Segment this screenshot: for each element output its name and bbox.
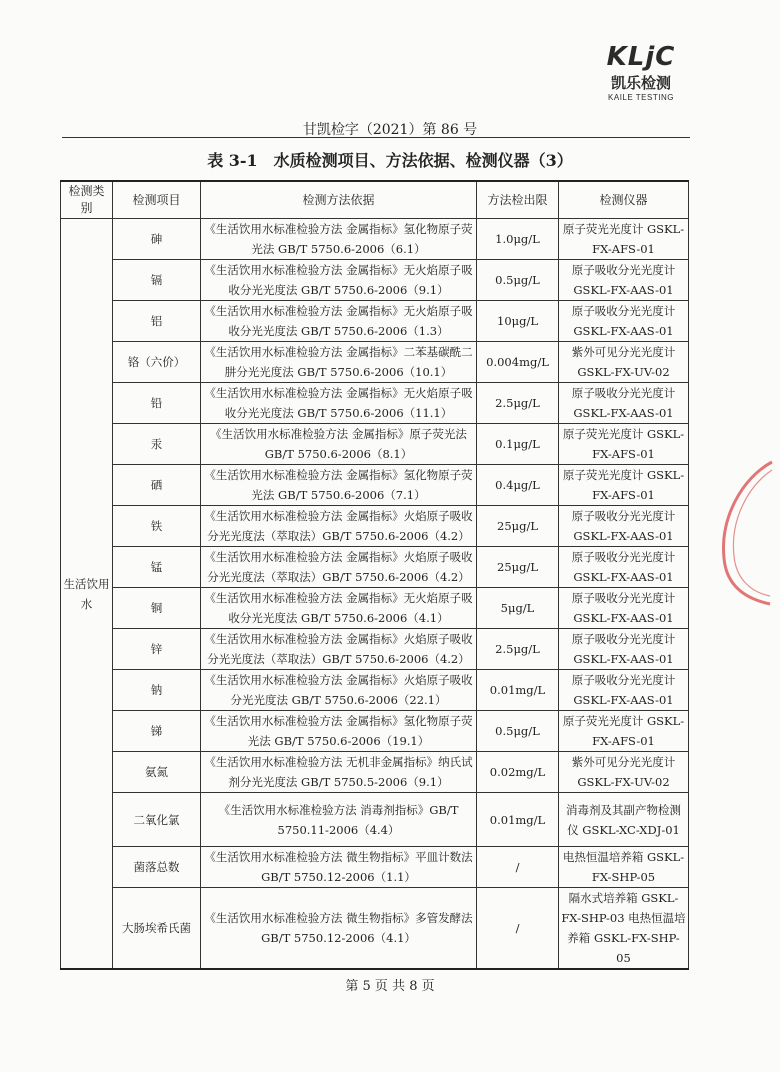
limit-cell: 0.1μg/L (477, 424, 559, 465)
table-row (61, 670, 689, 711)
method-cell: 《生活饮用水标准检验方法 金属指标》无火焰原子吸收分光光度法 GB/T 5750.6-2006（4.1） (201, 588, 477, 629)
red-seal-stamp (712, 458, 776, 608)
instrument-cell: 原子荧光光度计 GSKL-FX-AFS-01 (559, 465, 689, 506)
method-cell: 《生活饮用水标准检验方法 金属指标》无火焰原子吸收分光光度法 GB/T 5750.6-2006（1.3） (201, 301, 477, 342)
item-cell: 二氧化氯 (113, 793, 201, 847)
item-cell: 硒 (113, 465, 201, 506)
table-row (61, 260, 689, 301)
limit-cell: 0.5μg/L (477, 711, 559, 752)
instrument-cell: 原子吸收分光光度计 GSKL-FX-AAS-01 (559, 506, 689, 547)
limit-cell: 0.01mg/L (477, 793, 559, 847)
logo-chinese-name: 凯乐检测 (610, 74, 671, 92)
item-cell: 铁 (113, 506, 201, 547)
header-limit: 方法检出限 (477, 181, 559, 219)
table-row (61, 888, 689, 970)
table-title: 表 3-1 水质检测项目、方法依据、检测仪器（3） (207, 151, 573, 170)
table-row (61, 424, 689, 465)
method-cell: 《生活饮用水标准检验方法 金属指标》无火焰原子吸收分光光度法 GB/T 5750.6-2006（9.1） (201, 260, 477, 301)
limit-cell: 0.4μg/L (477, 465, 559, 506)
item-cell: 砷 (113, 219, 201, 260)
header-divider (62, 137, 690, 138)
method-cell: 《生活饮用水标准检验方法 金属指标》原子荧光法 GB/T 5750.6-2006（8.1） (201, 424, 477, 465)
table-header-row (61, 181, 689, 219)
method-cell: 《生活饮用水标准检验方法 金属指标》火焰原子吸收分光光度法 GB/T 5750.6-2006（22.1） (201, 670, 477, 711)
limit-cell: 0.004mg/L (477, 342, 559, 383)
instrument-cell: 电热恒温培养箱 GSKL-FX-SHP-05 (559, 847, 689, 888)
instrument-cell: 原子吸收分光光度计 GSKL-FX-AAS-01 (559, 383, 689, 424)
instrument-cell: 原子荧光光度计 GSKL-FX-AFS-01 (559, 219, 689, 260)
header-category: 检测类别 (61, 181, 113, 219)
table-row (61, 342, 689, 383)
method-cell: 《生活饮用水标准检验方法 金属指标》火焰原子吸收分光光度法（萃取法）GB/T 5750.6-2006（4.2） (201, 547, 477, 588)
table-row (61, 301, 689, 342)
instrument-cell: 紫外可见分光光度计 GSKL-FX-UV-02 (559, 342, 689, 383)
item-cell: 钠 (113, 670, 201, 711)
document-number: 甘凯检字（2021）第 86 号 (302, 122, 478, 138)
instrument-cell: 原子吸收分光光度计 GSKL-FX-AAS-01 (559, 301, 689, 342)
method-cell: 《生活饮用水标准检验方法 金属指标》火焰原子吸收分光光度法（萃取法）GB/T 5750.6-2006（4.2） (201, 629, 477, 670)
item-cell: 大肠埃希氏菌 (113, 888, 201, 970)
item-cell: 氨氮 (113, 752, 201, 793)
instrument-cell: 原子吸收分光光度计 GSKL-FX-AAS-01 (559, 629, 689, 670)
header-method: 检测方法依据 (201, 181, 477, 219)
logo-mark: KLjC (606, 42, 676, 72)
limit-cell: 25μg/L (477, 506, 559, 547)
table-row (61, 465, 689, 506)
method-cell: 《生活饮用水标准检验方法 金属指标》氢化物原子荧光法 GB/T 5750.6-2006（7.1） (201, 465, 477, 506)
table-row (61, 752, 689, 793)
limit-cell: 25μg/L (477, 547, 559, 588)
instrument-cell: 原子吸收分光光度计 GSKL-FX-AAS-01 (559, 588, 689, 629)
limit-cell: 2.5μg/L (477, 383, 559, 424)
item-cell: 铝 (113, 301, 201, 342)
table-row (61, 588, 689, 629)
instrument-cell: 消毒剂及其副产物检测仪 GSKL-XC-XDJ-01 (559, 793, 689, 847)
logo-english-name: KAILE TESTING (608, 93, 674, 102)
table-row (61, 219, 689, 260)
instrument-cell: 原子吸收分光光度计 GSKL-FX-AAS-01 (559, 260, 689, 301)
limit-cell: 2.5μg/L (477, 629, 559, 670)
item-cell: 镉 (113, 260, 201, 301)
instrument-cell: 原子吸收分光光度计 GSKL-FX-AAS-01 (559, 670, 689, 711)
limit-cell: / (477, 847, 559, 888)
table-row (61, 847, 689, 888)
method-cell: 《生活饮用水标准检验方法 无机非金属指标》纳氏试剂分光光度法 GB/T 5750.5-2006（9.1） (201, 752, 477, 793)
table-row (61, 793, 689, 847)
page-footer: 第 5 页 共 8 页 (345, 979, 435, 994)
table-row (61, 629, 689, 670)
instrument-cell: 隔水式培养箱 GSKL-FX-SHP-03 电热恒温培养箱 GSKL-FX-SHP-05 (559, 888, 689, 970)
table-row (61, 383, 689, 424)
table-row (61, 711, 689, 752)
limit-cell: 0.01mg/L (477, 670, 559, 711)
item-cell: 锑 (113, 711, 201, 752)
table-row (61, 506, 689, 547)
method-cell: 《生活饮用水标准检验方法 微生物指标》平皿计数法 GB/T 5750.12-2006（1.1） (201, 847, 477, 888)
instrument-cell: 原子吸收分光光度计 GSKL-FX-AAS-01 (559, 547, 689, 588)
category-cell: 生活饮用水 (61, 219, 113, 970)
method-cell: 《生活饮用水标准检验方法 金属指标》火焰原子吸收分光光度法（萃取法）GB/T 5750.6-2006（4.2） (201, 506, 477, 547)
instrument-cell: 原子荧光光度计 GSKL-FX-AFS-01 (559, 711, 689, 752)
method-cell: 《生活饮用水标准检验方法 金属指标》二苯基碳酰二肼分光光度法 GB/T 5750.6-2006（10.1） (201, 342, 477, 383)
method-cell: 《生活饮用水标准检验方法 消毒剂指标》GB/T 5750.11-2006（4.4） (201, 793, 477, 847)
item-cell: 铬（六价） (113, 342, 201, 383)
testing-table (60, 180, 689, 970)
header-item: 检测项目 (113, 181, 201, 219)
company-logo (596, 42, 686, 122)
table-body (61, 219, 689, 970)
item-cell: 锰 (113, 547, 201, 588)
method-cell: 《生活饮用水标准检验方法 微生物指标》多管发酵法 GB/T 5750.12-2006（4.1） (201, 888, 477, 970)
instrument-cell: 紫外可见分光光度计 GSKL-FX-UV-02 (559, 752, 689, 793)
instrument-cell: 原子荧光光度计 GSKL-FX-AFS-01 (559, 424, 689, 465)
method-cell: 《生活饮用水标准检验方法 金属指标》氢化物原子荧光法 GB/T 5750.6-2006（6.1） (201, 219, 477, 260)
limit-cell: / (477, 888, 559, 970)
item-cell: 铜 (113, 588, 201, 629)
limit-cell: 0.5μg/L (477, 260, 559, 301)
limit-cell: 5μg/L (477, 588, 559, 629)
item-cell: 菌落总数 (113, 847, 201, 888)
limit-cell: 1.0μg/L (477, 219, 559, 260)
item-cell: 锌 (113, 629, 201, 670)
item-cell: 汞 (113, 424, 201, 465)
method-cell: 《生活饮用水标准检验方法 金属指标》氢化物原子荧光法 GB/T 5750.6-2006（19.1） (201, 711, 477, 752)
method-cell: 《生活饮用水标准检验方法 金属指标》无火焰原子吸收分光光度法 GB/T 5750.6-2006（11.1） (201, 383, 477, 424)
limit-cell: 0.02mg/L (477, 752, 559, 793)
header-instrument: 检测仪器 (559, 181, 689, 219)
table-row (61, 547, 689, 588)
item-cell: 铅 (113, 383, 201, 424)
limit-cell: 10μg/L (477, 301, 559, 342)
